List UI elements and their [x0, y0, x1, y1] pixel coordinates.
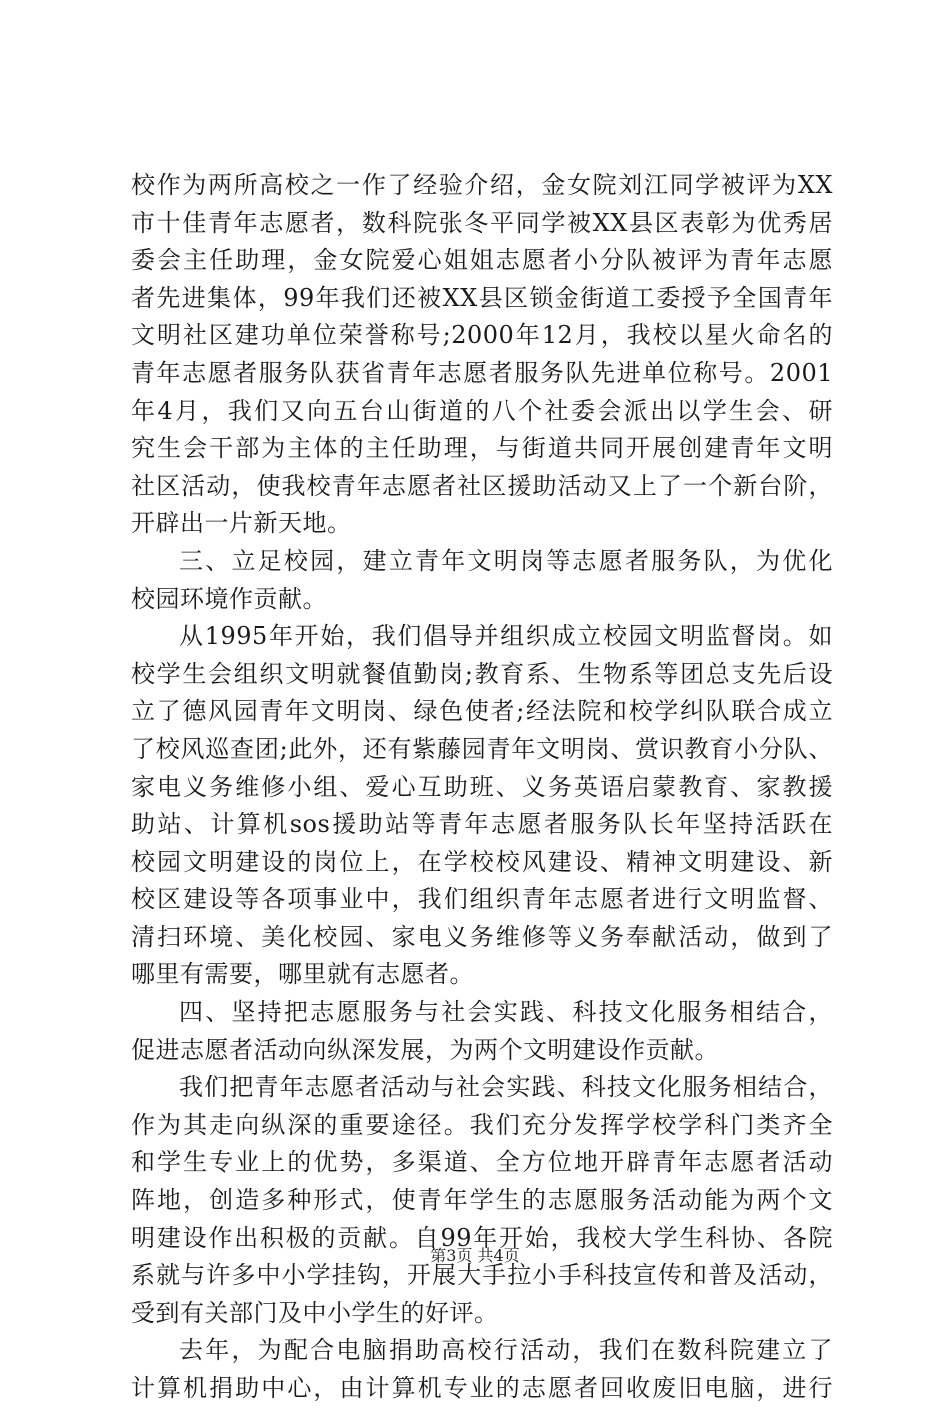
text-line: 委会主任助理，金女院爱心姐姐志愿者小分队被评为青年志愿 [131, 246, 833, 275]
text-line: 社区活动，使我校青年志愿者社区援助活动又上了一个新台阶， [131, 471, 833, 500]
text-line: 明建设作出积极的贡献。自99年开始，我校大学生科协、各院 [131, 1223, 833, 1252]
document-body [131, 167, 833, 1408]
text-line: 作为其走向纵深的重要途径。我们充分发挥学校学科门类齐全 [131, 1110, 833, 1139]
text-line: 系就与许多中小学挂钩，开展大手拉小手科技宣传和普及活动， [131, 1261, 833, 1290]
text-line: 受到有关部门及中小学生的好评。 [131, 1298, 499, 1327]
text-line: 开辟出一片新天地。 [131, 509, 352, 538]
text-line: 立了德风园青年文明岗、绿色使者;经法院和校学纠队联合成立 [131, 697, 833, 726]
text-line: 去年，为配合电脑捐助高校行活动，我们在数科院建立了 [179, 1336, 833, 1365]
text-line: 促进志愿者活动向纵深发展，为两个文明建设作贡献。 [131, 1035, 719, 1064]
text-line: 从1995年开始，我们倡导并组织成立校园文明监督岗。如 [179, 622, 833, 651]
text-line: 文明社区建功单位荣誉称号;2000年12月，我校以星火命名的 [131, 321, 833, 350]
text-line: 校园文明建设的岗位上，在学校校风建设、精神文明建设、新 [131, 847, 833, 876]
text-line: 四、坚持把志愿服务与社会实践、科技文化服务相结合， [179, 998, 833, 1027]
text-line: 助站、计算机sos援助站等青年志愿者服务队长年坚持活跃在 [131, 810, 833, 839]
text-line: 三、立足校园，建立青年文明岗等志愿者服务队，为优化 [179, 546, 833, 575]
text-line: 校作为两所高校之一作了经验介绍，金女院刘江同学被评为XX [131, 171, 833, 199]
text-line: 清扫环境、美化校园、家电义务维修等义务奉献活动，做到了 [131, 922, 833, 951]
page-footer: 第3页 共4页 [430, 1246, 520, 1265]
text-line: 青年志愿者服务队获省青年志愿者服务队先进单位称号。2001 [131, 358, 833, 387]
text-line: 了校风巡查团;此外，还有紫藤园青年文明岗、赏识教育小分队、 [131, 734, 833, 763]
text-line: 我们把青年志愿者活动与社会实践、科技文化服务相结合， [179, 1073, 833, 1102]
text-line: 家电义务维修小组、爱心互助班、义务英语启蒙教育、家教援 [131, 772, 833, 801]
text-line: 和学生专业上的优势，多渠道、全方位地开辟青年志愿者活动 [131, 1148, 833, 1177]
text-line: 哪里有需要，哪里就有志愿者。 [131, 960, 474, 989]
text-line: 究生会干部为主体的主任助理，与街道共同开展创建青年文明 [131, 434, 833, 463]
text-line: 者先进集体，99年我们还被XX县区锁金街道工委授予全国青年 [131, 283, 833, 312]
text-line: 阵地，创造多种形式，使青年学生的志愿服务活动能为两个文 [131, 1186, 833, 1215]
text-line: 市十佳青年志愿者，数科院张冬平同学被XX县区表彰为优秀居 [131, 208, 833, 237]
text-line: 校区建设等各项事业中，我们组织青年志愿者进行文明监督、 [131, 885, 833, 914]
text-line: 年4月，我们又向五台山街道的八个社委会派出以学生会、研 [131, 396, 833, 425]
text-line: 校学生会组织文明就餐值勤岗;教育系、生物系等团总支先后设 [131, 659, 833, 688]
text-line: 校园环境作贡献。 [131, 584, 327, 613]
text-line: 计算机捐助中心，由计算机专业的志愿者回收废旧电脑，进行 [131, 1374, 833, 1402]
